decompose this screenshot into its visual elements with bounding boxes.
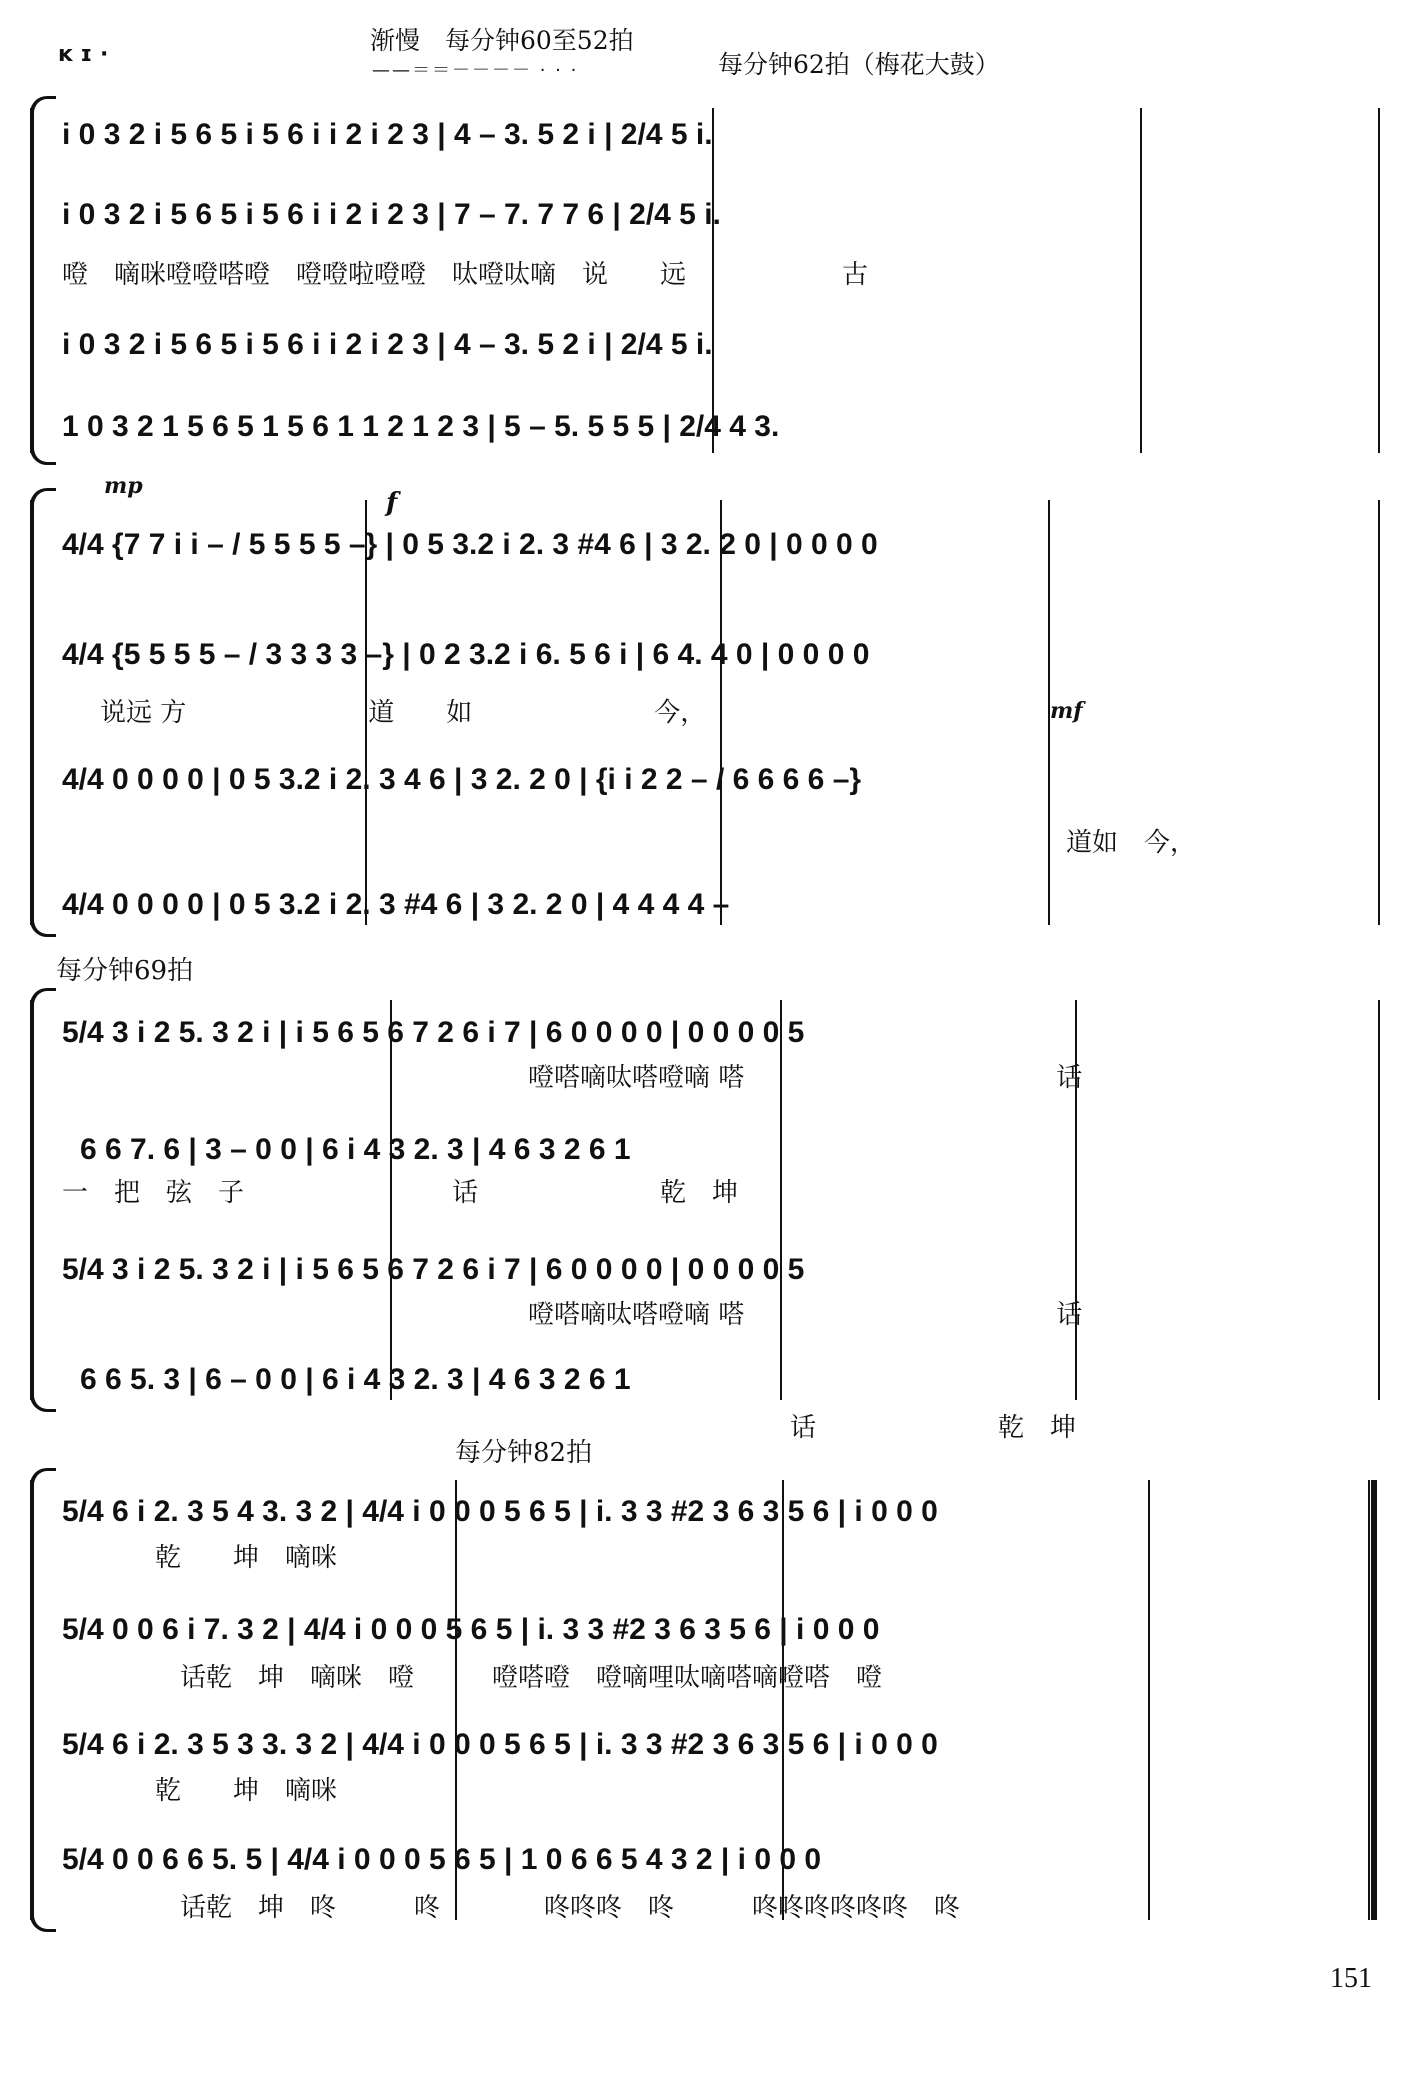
notation-row: 5/4 0 0 6 6 5. 5 | 4/4 i 0 0 0 5 6 5 | 1 0 6 6 5 4 3 2 | i 0 0 0 (62, 1843, 822, 1876)
barline (1378, 1000, 1380, 1400)
lyric-line: 话乾 坤 嘀咪 噔 噔嗒噔 噔嘀哩呔嘀嗒嘀噔嗒 噔 (180, 1663, 883, 1693)
notation-row: 5/4 0 0 6 i 7. 3 2 | 4/4 i 0 0 0 5 6 5 | i. 3 3 #2 3 6 3 5 6 | i 0 0 0 (62, 1613, 880, 1646)
lyric-line: 乾 坤 嘀咪 (155, 1543, 338, 1573)
barline (1140, 108, 1142, 453)
dynamic-mp: mp (104, 473, 143, 499)
notation-row: 5/4 6 i 2. 3 5 4 3. 3 2 | 4/4 i 0 0 0 5 6 5 | i. 3 3 #2 3 6 3 5 6 | i 0 0 0 (62, 1495, 938, 1528)
barline (1148, 1480, 1150, 1920)
tempo-marking-rit: 渐慢 每分钟60至52拍 (370, 26, 634, 55)
notation-row: 5/4 3 i 2 5. 3 2 i | i 5 6 5 6 7 2 6 i 7 | 6 0 0 0 0 | 0 0 0 0 5 (62, 1253, 805, 1286)
notation-row: 4/4 0 0 0 0 | 0 5 3.2 i 2. 3 4 6 | 3 2. 2 0 | {i i 2 2 – / 6 6 6 6 –} (62, 763, 862, 796)
barline (1075, 1000, 1077, 1400)
dynamic-f: f (386, 488, 398, 518)
notation-row: 4/4 {5 5 5 5 – / 3 3 3 3 –} | 0 2 3.2 i 6. 5 6 i | 6 4. 4 0 | 0 0 0 0 (62, 638, 870, 671)
tempo-marking-82: 每分钟82拍 (455, 1438, 593, 1468)
notation-row: 6 6 7. 6 | 3 – 0 0 | 6 i 4 3 2. 3 | 4 6 3 2 6 1 (80, 1133, 631, 1166)
notation-row: 4/4 0 0 0 0 | 0 5 3.2 i 2. 3 #4 6 | 3 2. 2 0 | 4 4 4 4 – (62, 888, 730, 921)
system-3-brace (30, 1000, 34, 1400)
system-1-brace (30, 108, 34, 453)
tempo-marking-meihua: 每分钟62拍（梅花大鼓） (718, 50, 1000, 79)
page-number: 151 (1330, 1963, 1372, 1994)
tempo-marking-69: 每分钟69拍 (56, 956, 194, 986)
lyric-line: 道如 今， (1066, 828, 1197, 858)
notation-row: 4/4 {7 7 i i – / 5 5 5 5 –} | 0 5 3.2 i 2. 3 #4 6 | 3 2. 2 0 | 0 0 0 0 (62, 528, 878, 561)
barline (1048, 500, 1050, 925)
page-top-fragment: ᴋ ɪ · (58, 42, 109, 67)
lyric-line: 说远 方 道 如 今， (100, 698, 707, 728)
decrescendo-hairpin: ——＝＝－－－－ · · · (372, 60, 579, 81)
lyric-line: 噔 嘀咪噔噔嗒噔 噔噔啦噔噔 呔噔呔嘀 说 远 古 (62, 260, 869, 290)
system-2-brace (30, 500, 34, 925)
notation-row: i 0 3 2 i 5 6 5 i 5 6 i i 2 i 2 3 | 4 – 3. 5 2 i | 2/4 5 i. (62, 328, 713, 361)
final-barline (1368, 1480, 1377, 1920)
lyric-line: 噔嗒嘀呔嗒噔嘀 嗒 话 (528, 1063, 1083, 1093)
dynamic-mf: mf (1050, 698, 1083, 724)
notation-row: 6 6 5. 3 | 6 – 0 0 | 6 i 4 3 2. 3 | 4 6 3 2 6 1 (80, 1363, 631, 1396)
lyric-line: 乾 坤 嘀咪 (155, 1776, 338, 1806)
system-4-brace (30, 1480, 34, 1920)
notation-row: i 0 3 2 i 5 6 5 i 5 6 i i 2 i 2 3 | 7 – 7. 7 7 6 | 2/4 5 i. (62, 198, 721, 231)
lyric-line: 一 把 弦 子 话 乾 坤 (62, 1178, 739, 1208)
lyric-line: 话 乾 坤 (790, 1413, 1077, 1443)
barline (720, 500, 722, 925)
lyric-line: 话乾 坤 咚 咚 咚咚咚 咚 咚咚咚咚咚咚 咚 (180, 1893, 961, 1923)
notation-row: 5/4 3 i 2 5. 3 2 i | i 5 6 5 6 7 2 6 i 7 | 6 0 0 0 0 | 0 0 0 0 5 (62, 1016, 805, 1049)
lyric-line: 噔嗒嘀呔嗒噔嘀 嗒 话 (528, 1300, 1083, 1330)
barline (1378, 500, 1380, 925)
notation-row: 1 0 3 2 1 5 6 5 1 5 6 1 1 2 1 2 3 | 5 – 5. 5 5 5 | 2/4 4 3. (62, 410, 780, 443)
barline (780, 1000, 782, 1400)
barline (1378, 108, 1380, 453)
notation-row: i 0 3 2 i 5 6 5 i 5 6 i i 2 i 2 3 | 4 – 3. 5 2 i | 2/4 5 i. (62, 118, 713, 151)
notation-row: 5/4 6 i 2. 3 5 3 3. 3 2 | 4/4 i 0 0 0 5 6 5 | i. 3 3 #2 3 6 3 5 6 | i 0 0 0 (62, 1728, 938, 1761)
